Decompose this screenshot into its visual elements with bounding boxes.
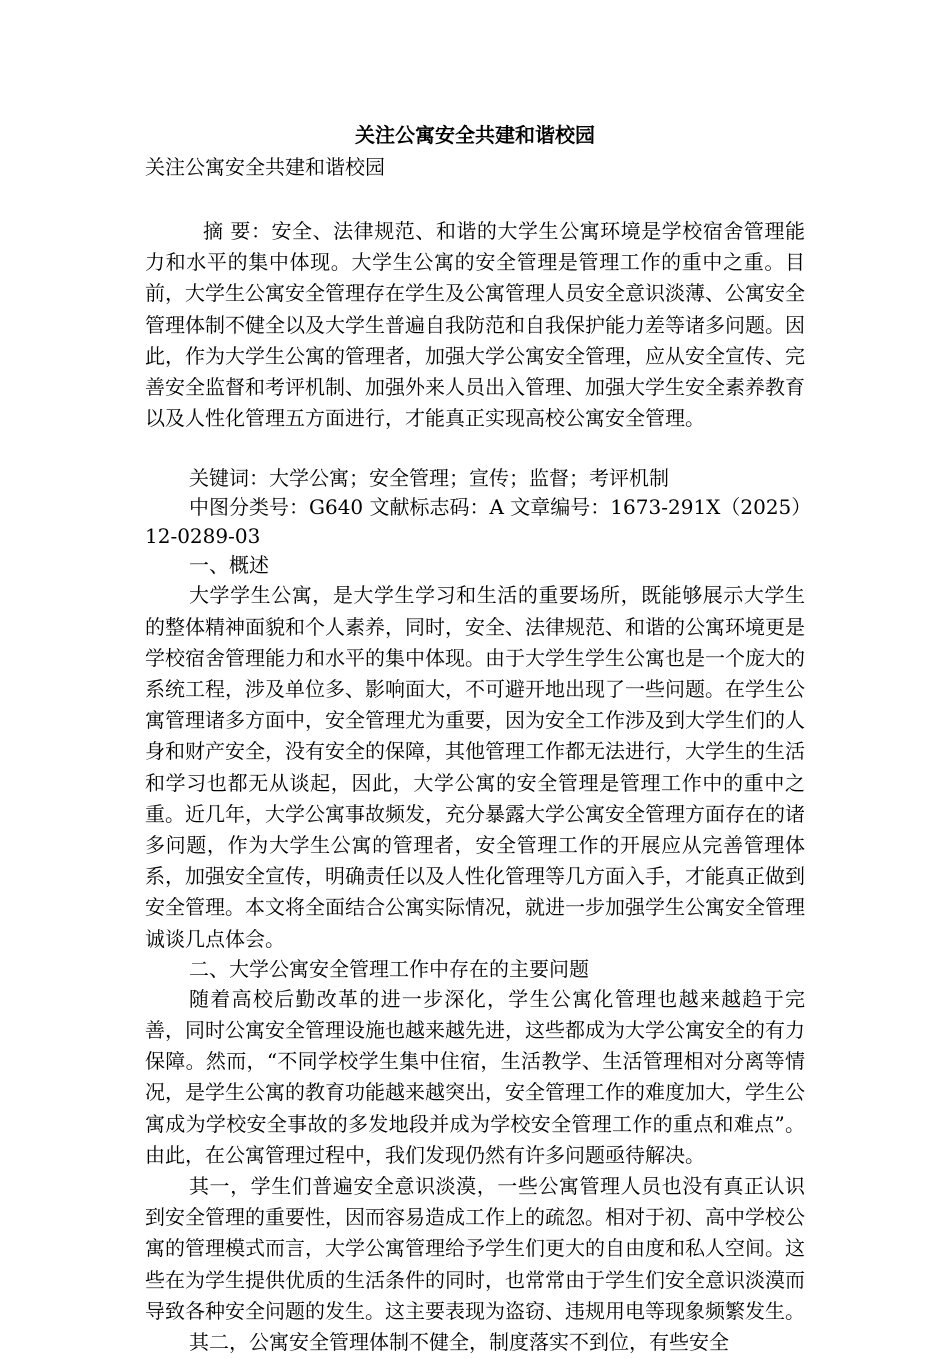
section-1-paragraph: 大学学生公寓，是大学生学习和生活的重要场所，既能够展示大学生的整体精神面貌和个人素养，同时，安全、法律规范、和谐的公寓环境更是学校宿舍管理能力和水平的集中体现。由于大学生学生公寓也是一个庞大的系统工程，涉及单位多、影响面大，不可避开地出现了一些问题。在学生公寓管理诸多方面中，安全管理尤为重要，因为安全工作涉及到大学生们的人身和财产安全，没有安全的保障，其他管理工作都无法进行，大学生的生活和学习也都无从谈起，因此，大学公寓的安全管理是管理工作中的重中之重。近几年，大学公寓事故频发，充分暴露大学公寓安全管理方面存在的诸多问题，作为大学生公寓的管理者，安全管理工作的开展应从完善管理体系，加强安全宣传，明确责任以及人性化管理等几方面入手，才能真正做到安全管理。本文将全面结合公寓实际情况，就进一步加强学生公寓安全管理诚谈几点体会。 [145,583,805,951]
section-2-paragraph-2: 其一，学生们普遍安全意识淡漠，一些公寓管理人员也没有真正认识到安全管理的重要性，因而容易造成工作上的疏忽。相对于初、高中学校公寓的管理模式而言，大学公寓管理给予学生们更大的自由度和私人空间。这些在为学生提供优质的生活条件的同时，也常常由于学生们安全意识淡漠而导致各种安全问题的发生。这主要表现为盗窃、违规用电等现象频繁发生。 [145,1174,805,1323]
section-1-heading: 一、概述 [189,553,269,578]
section-2-paragraph-1: 随着高校后勤改革的进一步深化，学生公寓化管理也越来越趋于完善，同时公寓安全管理设施也越来越先进，这些都成为大学公寓安全的有力保障。然而，“不同学校学生集中住宿，生活教学、生活管理相对分离等情况，是学生公寓的教育功能越来越突出，安全管理工作的难度加大，学生公寓成为学校安全事故的多发地段并成为学校安全管理工作的重点和难点”。由此，在公寓管理过程中，我们发现仍然有许多问题亟待解决。 [145,986,805,1167]
document-subtitle: 关注公寓安全共建和谐校园 [145,155,385,179]
abstract-paragraph: 摘 要：安全、法律规范、和谐的大学生公寓环境是学校宿舍管理能力和水平的集中体现。大学生公寓的安全管理是管理工作的重中之重。目前，大学生公寓安全管理存在学生及公寓管理人员安全意识淡薄、公寓安全管理体制不健全以及大学生普遍自我防范和自我保护能力差等诸多问题。因此，作为大学生公寓的管理者，加强大学公寓安全管理，应从安全宣传、完善安全监督和考评机制、加强外来人员出入管理、加强大学生安全素养教育以及人性化管理五方面进行，才能真正实现高校公寓安全管理。 [145,219,805,431]
document-page [145,118,805,1358]
section-2-paragraph-3: 其二，公寓安全管理体制不健全，制度落实不到位，有些安全 [189,1330,729,1355]
keywords-line: 关键词：大学公寓；安全管理；宣传；监督；考评机制 [189,466,669,491]
section-2-heading: 二、大学公寓安全管理工作中存在的主要问题 [189,956,589,981]
document-title: 关注公寓安全共建和谐校园 [355,123,595,147]
classification-line: 中图分类号：G640 文献标志码：A 文章编号：1673-291X（2025）12-0289-03 [145,495,802,549]
